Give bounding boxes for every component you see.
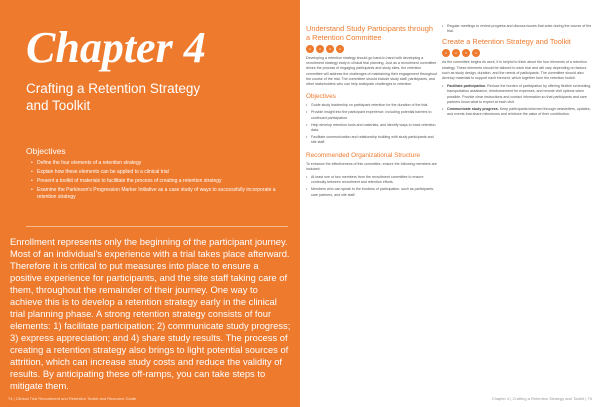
element-tag-2: 2 [316,45,324,53]
element-title: Communicate study progress. [447,107,499,112]
toolkit-paragraph: As the committee begins its work, it is helpful to think about the four elements of a retention strategy. These elements should be tailored to each trial and will vary depending on factors such as study design, duration, and the needs of participants. The committee should also develop materials to support each element, which together form the retention toolkit. [442,60,587,81]
element-tag-4: 4 [472,49,480,57]
list-item: • Facilitate communication and relationship building with study participants and site staff. [306,135,438,145]
retention-committee-heading: Understand Study Participants through a Retention Committee [306,24,433,42]
committee-objectives-list [306,103,438,145]
list-item [442,107,592,117]
element-tags [306,45,438,53]
objectives-list [26,160,290,203]
chapter-subtitle: Crafting a Retention Strategy and Toolkit [26,81,201,113]
element-tag-4: 4 [336,45,344,53]
element-tag-1: 1 [306,45,314,53]
elements-list [442,84,592,117]
objective-item: • Define the four elements of a retention strategy [32,160,290,167]
element-text: Reduce the burden of participation by offering flexible scheduling, transportation assistance, reimbursement for expenses, and remote visit options when possible. Provide clear instructions and contact information so that participants and care partners know what to expect at each visit. [447,84,592,104]
list-item: • Members who can speak to the burdens of participation, such as participants, care partners, and site staff. [306,187,438,197]
element-tags [442,49,592,57]
list-item: • Provide insight into the participant experience, including potential barriers to continued participation. [306,110,438,120]
element-text: Keep participants informed through newsletters, updates, and events that share milestones and reinforce the value of their contribution. [447,107,591,117]
toolkit-heading: Create a Retention Strategy and Toolkit [442,37,571,47]
intro-paragraph: Enrollment represents only the beginning of the participant journey. Most of an individual's experience with a trial takes place afterward. Therefore it is critical to put measures into place to ensure a positive experience for participants, and the site staff taking care of them, throughout the remainder of their journey. One way to achieve this is to develop a retention strategy early in the clinical trial planning phase. A strong retention strategy consists of four elements: 1) facilitate participation; 2) communicate study progress; 3) express appreciation; and 4) share study results. The process of creating a retention strategy also brings to light potential sources of attrition, which can increase study costs and reduce the validity of results. By anticipating these off-ramps, you can take steps to mitigate them. [10,236,291,391]
committee-objectives-heading: Objectives [306,93,336,101]
objective-item: • Explain how these elements can be applied to a clinical trial [32,169,290,176]
objective-item: • Examine the Parkinson's Progression Marker Initiative as a case study of ways to successfully incorporate a retention strategy [32,187,290,201]
list-item: • Help develop retention tools and materials, and identify ways to track retention data. [306,123,438,133]
objectives-heading: Objectives [26,146,66,156]
list-item [442,84,592,105]
continued-list [442,24,592,34]
list-item: • At least one or two members from the recruitment committee to ensure continuity between recruitment and retention efforts. [306,175,438,185]
members-list [306,175,438,198]
right-column-1 [306,24,438,201]
list-item: • Regular meetings to review progress and discuss issues that arise during the course of the trial. [442,24,592,34]
list-item: • Guide study leadership on participant retention for the duration of the trial. [306,103,438,108]
objective-item: • Present a toolkit of materials to facilitate the process of creating a retention strategy [32,178,290,185]
page-footer-left: 74 | Clinical Trial Recruitment and Retention Toolkit and Resource Guide [8,396,137,401]
element-tag-3: 3 [462,49,470,57]
chapter-title: Chapter 4 [26,23,206,72]
element-tag-2: 2 [452,49,460,57]
section-divider [26,226,288,227]
structure-paragraph: To enhance the effectiveness of this committee, ensure the following members are included: [306,161,437,171]
element-tag-1: 1 [442,49,450,57]
right-column-2 [442,24,592,120]
right-page [300,0,600,407]
committee-paragraph: Developing a retention strategy should go hand-in-hand with developing a recruitment strategy early in clinical trial planning. Just as a recruitment committee drives the process of engaging participants and study sites, the retention committee will address the challenges of maintaining their engagement throughout the course of the trial. The committee should include study staff, participants, and other stakeholders who can help anticipate challenges to retention. [306,56,438,87]
element-title: Facilitate participation. [447,84,487,89]
page-footer-right: Chapter 4 | Crafting a Retention Strategy and Toolkit | 75 [491,396,592,401]
element-tag-3: 3 [326,45,334,53]
structure-heading: Recommended Organizational Structure [306,151,421,159]
